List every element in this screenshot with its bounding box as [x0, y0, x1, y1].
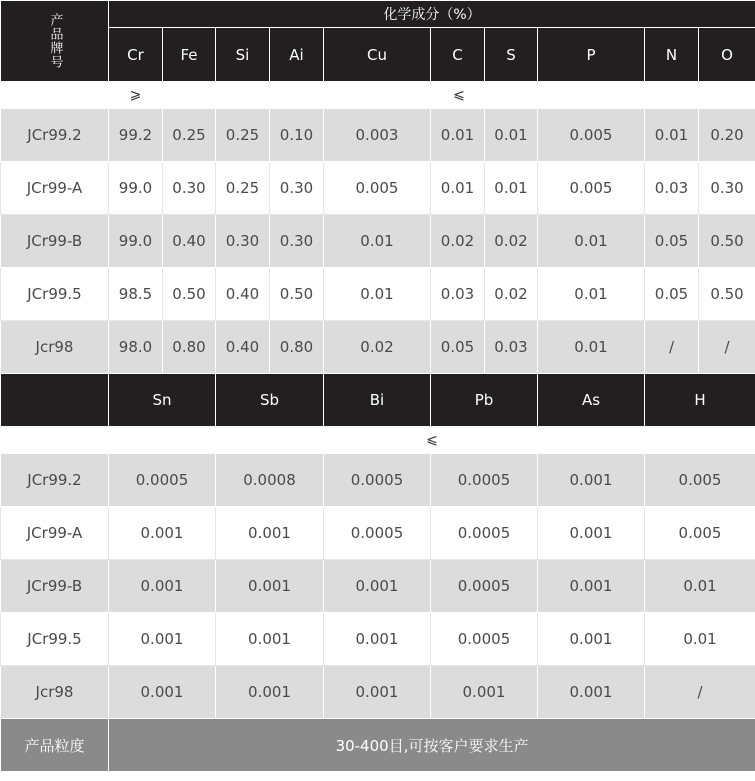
value-cell: 0.005 [324, 162, 431, 215]
value-cell: / [645, 666, 755, 719]
value-cell: 0.03 [485, 321, 538, 374]
grade-cell: Jcr98 [1, 321, 109, 374]
value-cell: 0.001 [324, 666, 431, 719]
value-cell: 0.30 [216, 215, 270, 268]
value-cell: 0.80 [270, 321, 324, 374]
value-cell: 99.2 [109, 109, 163, 162]
grade-cell: JCr99.5 [1, 268, 109, 321]
grade-cell: JCr99.2 [1, 109, 109, 162]
grade-cell: JCr99.5 [1, 613, 109, 666]
col-o: O [699, 28, 755, 82]
grade-cell: JCr99-A [1, 507, 109, 560]
composition-title: 化学成分（%） [109, 1, 755, 28]
le-symbol: ⩽ [109, 427, 755, 454]
table-row [1, 321, 755, 374]
value-cell: / [699, 321, 755, 374]
table-row [1, 507, 755, 560]
particle-size-value: 30-400目,可按客户要求生产 [109, 719, 755, 772]
grade-cell: JCr99-B [1, 215, 109, 268]
grade-header: 产品牌号 [1, 1, 109, 82]
value-cell: 0.01 [324, 215, 431, 268]
value-cell: 0.02 [485, 268, 538, 321]
value-cell: 0.001 [324, 560, 431, 613]
value-cell: 0.03 [431, 268, 485, 321]
value-cell: / [645, 321, 699, 374]
value-cell: 0.02 [431, 215, 485, 268]
col-si: Si [216, 28, 270, 82]
col-fe: Fe [163, 28, 216, 82]
particle-size-label: 产品粒度 [1, 719, 109, 772]
value-cell: 0.25 [216, 109, 270, 162]
table-row [1, 613, 755, 666]
value-cell: 98.0 [109, 321, 163, 374]
value-cell: 0.0005 [431, 507, 538, 560]
header-blank [1, 374, 109, 427]
le-symbol: ⩽ [163, 82, 755, 109]
value-cell: 0.001 [324, 613, 431, 666]
col-bi: Bi [324, 374, 431, 427]
value-cell: 0.001 [109, 613, 216, 666]
value-cell: 0.50 [699, 268, 755, 321]
value-cell: 0.01 [645, 109, 699, 162]
value-cell: 0.01 [538, 268, 645, 321]
value-cell: 0.005 [645, 507, 755, 560]
value-cell: 0.005 [538, 109, 645, 162]
value-cell: 0.005 [645, 454, 755, 507]
value-cell: 0.001 [538, 666, 645, 719]
col-as: As [538, 374, 645, 427]
value-cell: 0.001 [538, 613, 645, 666]
col-sb: Sb [216, 374, 324, 427]
col-cu: Cu [324, 28, 431, 82]
col-cr: Cr [109, 28, 163, 82]
table-row [1, 666, 755, 719]
table-row [1, 162, 755, 215]
grade-cell: Jcr98 [1, 666, 109, 719]
col-c: C [431, 28, 485, 82]
value-cell: 0.01 [485, 109, 538, 162]
col-n: N [645, 28, 699, 82]
symbol-blank [1, 427, 109, 454]
value-cell: 0.01 [431, 162, 485, 215]
col-p: P [538, 28, 645, 82]
table-row [1, 268, 755, 321]
value-cell: 0.001 [216, 613, 324, 666]
value-cell: 0.40 [163, 215, 216, 268]
ge-symbol: ⩾ [109, 82, 163, 109]
table-row [1, 215, 755, 268]
value-cell: 0.01 [645, 613, 755, 666]
value-cell: 0.40 [216, 268, 270, 321]
value-cell: 0.003 [324, 109, 431, 162]
value-cell: 0.03 [645, 162, 699, 215]
col-s: S [485, 28, 538, 82]
value-cell: 0.02 [324, 321, 431, 374]
table-row [1, 454, 755, 507]
grade-cell: JCr99.2 [1, 454, 109, 507]
grade-cell: JCr99-A [1, 162, 109, 215]
value-cell: 0.0005 [431, 454, 538, 507]
value-cell: 0.30 [270, 215, 324, 268]
value-cell: 0.0005 [431, 613, 538, 666]
value-cell: 0.01 [538, 215, 645, 268]
value-cell: 0.05 [645, 215, 699, 268]
value-cell: 99.0 [109, 162, 163, 215]
value-cell: 0.80 [163, 321, 216, 374]
value-cell: 0.30 [163, 162, 216, 215]
value-cell: 0.02 [485, 215, 538, 268]
value-cell: 0.20 [699, 109, 755, 162]
table-row [1, 560, 755, 613]
value-cell: 0.50 [163, 268, 216, 321]
value-cell: 0.001 [216, 666, 324, 719]
col-ai: Ai [270, 28, 324, 82]
value-cell: 0.001 [109, 666, 216, 719]
value-cell: 0.30 [699, 162, 755, 215]
table-row [1, 109, 755, 162]
value-cell: 0.50 [699, 215, 755, 268]
value-cell: 98.5 [109, 268, 163, 321]
value-cell: 0.05 [645, 268, 699, 321]
value-cell: 0.50 [270, 268, 324, 321]
value-cell: 0.01 [431, 109, 485, 162]
grade-cell: JCr99-B [1, 560, 109, 613]
value-cell: 99.0 [109, 215, 163, 268]
value-cell: 0.001 [538, 560, 645, 613]
value-cell: 0.001 [109, 507, 216, 560]
value-cell: 0.10 [270, 109, 324, 162]
value-cell: 0.01 [645, 560, 755, 613]
value-cell: 0.25 [216, 162, 270, 215]
value-cell: 0.40 [216, 321, 270, 374]
value-cell: 0.001 [216, 507, 324, 560]
value-cell: 0.0005 [324, 454, 431, 507]
value-cell: 0.05 [431, 321, 485, 374]
value-cell: 0.0005 [431, 560, 538, 613]
value-cell: 0.01 [324, 268, 431, 321]
value-cell: 0.001 [431, 666, 538, 719]
value-cell: 0.005 [538, 162, 645, 215]
col-h: H [645, 374, 755, 427]
value-cell: 0.01 [485, 162, 538, 215]
value-cell: 0.001 [109, 560, 216, 613]
value-cell: 0.01 [538, 321, 645, 374]
value-cell: 0.0005 [109, 454, 216, 507]
symbol-blank [1, 82, 109, 109]
value-cell: 0.001 [538, 454, 645, 507]
value-cell: 0.30 [270, 162, 324, 215]
col-sn: Sn [109, 374, 216, 427]
col-pb: Pb [431, 374, 538, 427]
value-cell: 0.0008 [216, 454, 324, 507]
value-cell: 0.001 [216, 560, 324, 613]
value-cell: 0.001 [538, 507, 645, 560]
value-cell: 0.25 [163, 109, 216, 162]
value-cell: 0.0005 [324, 507, 431, 560]
